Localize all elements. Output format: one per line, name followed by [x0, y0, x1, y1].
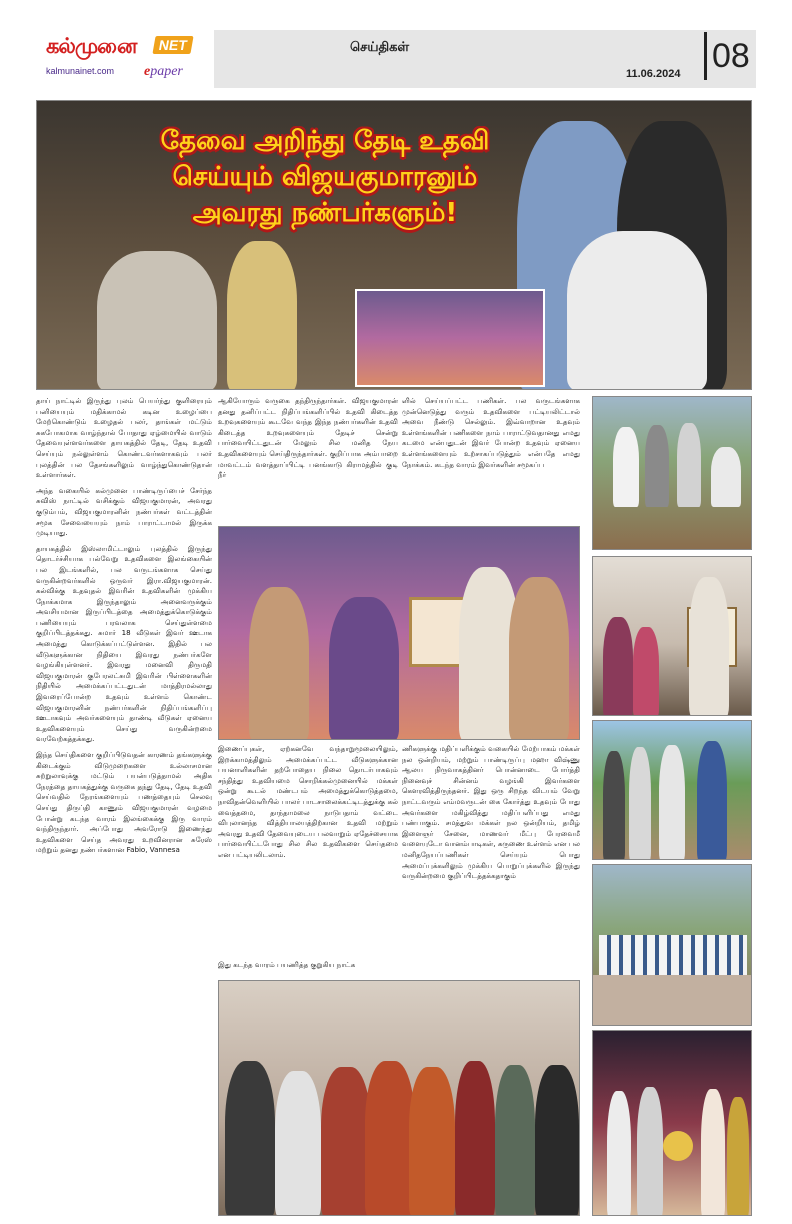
article-paragraph: இணைப்புகள், ஏற்கனவே வந்தாறுமூலையிலும், இறக்காமத்திலும் அமைக்கப்பட்ட வீடுகளுக்கான பயனாளிகளின் தற்போதைய நிலை தொடர்பாகவும் சந்தித்து உதவியமை சொறிக்கல்முனையில் மக்கள் ஒன்று கூடல் மண்டபம் அமைத்துக்கொடுத்தமை, நாவிதன்வெளியில் பாலர் பாடசாலைக்கட்டிடத்துக்கு கல் வைத்தமை, தாந்தாமலை நாடுபதாம் வட்டை விபுலானந்த வித்தியாலயத்திற்கான உதவி மற்றும் அவரது உதவி தேவையுடைய பலவாறும் ஏதேச்சையாக பார்வையிட்டபோது சில சில உதவிகளை செய்தமை என பட்டியலிடலாம்.: [218, 744, 398, 859]
logo-net-badge: NET: [152, 36, 193, 54]
photo-person: [495, 1065, 535, 1216]
photo-person: [637, 1087, 663, 1216]
article-paragraph: இந்த செய்திகளை குறிப்பிடுவதன் காரணம் தங்களுக்கு கிடைக்கும் விடுமுறைகளை உல்லாசமான சுற்றுலாவுக்கு மட்டும் பயன்படுத்தாமல் அதிக நேரத்தை தாயகத்துக்கு வருகை தந்து தேடி, தேடி உதவி செய்வதில் நேரங்களையும் பணத்தையும் செலவு செய்து திருப்தி காணும் விஜயகுமாரன் வழமை போன்று கடந்த வாரம் இலங்கைக்கு இரு வாரம் வந்திருந்தார். அப்போது அவரோடு இணைந்து உதவிகளை செய்த அவரது உறவினரான சுரேஸ் மற்றும் தனது நண்பர்களான Fabio, Vannesa: [36, 750, 212, 855]
issue-date: 11.06.2024: [626, 68, 681, 80]
headline-line-1: தேவை அறிந்து தேடி உதவி: [160, 126, 490, 156]
article-paragraph: ணிகளுக்கு மதிப்பளிக்கும் வகையில் மேற்பாகம் மக்கள் நல ஒன்றியம், மற்றும் பாண்டிருப்பு மஹா விஷ்ணு ஆலய நிருவாகத்தினர் பொன்னாடை போர்த்தி நினைவுச் சின்னம் வழங்கி இவர்களை கௌரவித்திருந்தனர். இது ஒரு சிறந்த விடயம் வேறு நாட்டவரும் எம்மவருடன் கை கோர்த்து உதவும் போது அவர்களை மகிழ்வித்து மதிப்பளிப்பது எமது பண்பாகும். சமத்துவ மக்கள் நல ஒன்றியம், தமிழ் இளைஞர் சேனை, மாணவர் மீட்பு பேரவைமீ வளையுடோ வானம்பாடிகள், கருணை உள்ளம் என பல மனிதநேயப்பணிகள் செய்யும் பொது அமைப்புக்களிலும் முக்கிய பொறுப்புக்களில் இருந்து வருகின்றமை குறிப்பிடத்தக்கதாகும்: [402, 744, 580, 881]
ground: [593, 975, 752, 1026]
right-photo-certificate: [592, 556, 752, 716]
photo-person: [409, 1067, 455, 1216]
photo-person: [321, 1067, 371, 1216]
photo-person: [629, 747, 651, 860]
photo-person: [645, 425, 669, 507]
article-column-2-bottom: [218, 960, 398, 978]
group-photo-trophies: [218, 980, 580, 1216]
photo-person: [275, 1071, 321, 1216]
photo-person: [697, 741, 727, 860]
hero-person-left: [97, 251, 217, 390]
logo-epaper: [144, 64, 183, 80]
photo-person: [603, 617, 633, 716]
article-column-3-top: [402, 396, 580, 520]
article-paragraph: தாய் நாட்டில் இருந்து புலம் பெயர்ந்து குளிரையும் பனியையும் மதிக்காமல் கடின உழைப்பை மேற்கொண்டும் உழைதல் பலர், தாங்கள் மட்டும் சுகபோகமாக வாழ்ந்தால் போதாது ஏழ்மையில் வாடும் தேவையுள்ளவர்களை தாயகத்தில் தேடி, தேடி உதவி செய்யும் நல்லுள்ளம் கொண்டவர்களாகவும் பலர் புலத்தின் பல தேசங்களிலும் வாழ்ந்துகொண்டுதான் உள்ளார்கள்.: [36, 396, 212, 480]
photo-person: [633, 627, 659, 716]
article-column-1: [36, 396, 212, 1216]
hero-person-white: [567, 231, 707, 390]
photo-person: [455, 1061, 495, 1216]
kalmunainet-logo[interactable]: [36, 28, 212, 90]
right-photo-school-children: [592, 864, 752, 1026]
photo-person: [701, 1089, 725, 1216]
article-paragraph: ஆகியோரும் வருகை தந்திருந்தார்கள். விஜயகுமாரன் தனது தனிப்பட்ட நிதிப்பங்களிப்பில் உதவி கிடைத்த உறவுகளையும் கூடவே வந்த இந்த நண்பர்களின் உதவி கிடைத்த உறவுகளையும் தேடிச் சென்று பார்வையிட்டதுடன் மேலும் சில மனித நேய உதவிகளையும் செய்திருந்தார்கள். குறிப்பாக அம்பாறை மாவட்டம் வளத்தாப்பிட்டி பனங்காடு கிராமத்தில் குடி நீர்: [218, 396, 398, 480]
photo-person: [659, 745, 685, 860]
headline-line-3: அவரது நண்பர்களும்!: [192, 198, 458, 228]
hero-inset-photo: [355, 289, 545, 387]
photo-person: [249, 587, 309, 740]
photo-person: [607, 1091, 631, 1216]
photo-person: [689, 577, 729, 716]
logo-epaper-e: e: [144, 64, 151, 79]
photo-person: [727, 1097, 749, 1216]
right-photo-garland: [592, 720, 752, 860]
photo-person: [329, 597, 399, 740]
school-children-row: [599, 935, 747, 975]
header-bar: [214, 30, 756, 88]
logo-title: கல்முனை: [46, 34, 137, 58]
article-column-2-mid: [218, 744, 398, 964]
photo-person: [225, 1061, 275, 1216]
photo-person: [509, 577, 569, 740]
section-title: செய்திகள்: [350, 40, 410, 55]
hero-person-dress: [227, 241, 297, 390]
logo-site-url: kalmunainet.com: [46, 66, 115, 76]
headline-line-2: செய்யும் விஜயகுமாரனும்: [172, 162, 478, 192]
right-photo-stage-event: [592, 1030, 752, 1216]
hero-photo: [36, 100, 752, 390]
article-paragraph: அந்த வகையில் கல்முனை பாண்டிருப்பைச் சேர்ந்த சுவிஸ் நாட்டில் வசிக்கும் விஜயகுமாரன், அவரது குடும்பம், விஜயகுமாரனின் நண்பர்கள் வட்டத்தின் சமூக சேவையையும் நாம் பாராட்டாமல் இருக்க முடியாது.: [36, 485, 212, 538]
photo-person: [677, 423, 701, 507]
photo-person: [535, 1065, 579, 1216]
photo-person: [613, 427, 639, 507]
page-header: [36, 28, 756, 90]
page-number: 08: [704, 32, 750, 80]
right-photo-site-visit: [592, 396, 752, 550]
article-paragraph: ளில் செய்யப்பட்ட பணிகள். பல வருடங்களாக முன்னெடுத்து வரும் உதவிகளை பட்டியலிட்டால் அவை நீண்டு செல்லும். இவ்வாறான உதவும் உள்ளங்களின் பணிகளை நாம் பாராட்டுவதானது எமது கடமை என்பதுடன் இவர் போன்ற உதவும் ஏனைய உள்ளங்களையும் உற்சாகப்படுத்தும் என்பதே எமது நோக்கம். கடந்த வாரம் இவர்களின் சமூகப்ப: [402, 396, 580, 469]
photo-person: [711, 447, 741, 507]
photo-person: [603, 751, 625, 860]
headline: [115, 123, 535, 231]
emblem-20: [663, 1131, 693, 1161]
temple-ceremony-photo: [218, 526, 580, 740]
article-paragraph: இது கடந்த வாரம் பயணித்த குறுகிய நாட்க: [218, 960, 356, 969]
article-paragraph: தாயகத்தில் இஸ்லாமிட்டாலும் புலத்தில் இருந்து தொடர்ச்சியாக பல்வேறு உதவிகளை இலங்கையின் பல இடங்களில், பல வருடங்களாக செய்து வருகின்றவர்களில் ஒருவர் இரா.விஜயகுமாரன். கல்விக்கு உதவுதல் இவரின் உதவிகளின் முக்கிய நோக்கமாக இருந்தாலும் அனைவருக்கும் அவசியமான இருப்பிடத்தை அமைத்துக்கொடுக்கும் பணியையும் பரவலாக செய்துள்ளமை குறிப்பிடத்தக்கது. சுமார் 18 வீடுகள் இவர் ஊடாக அமைத்து கொடுக்கப்பட்டுள்ளன. இதில் பல வீடுகளுக்கான நிதியை இவரது நண்பர்களே வழங்கியுள்ளனர். இவரது மனைவி திருமதி விஜயகுமாரன் குபேரலட்சுமி இவரின் பிள்ளைகளின் நிதியில் அமைக்கப்பட்டதுடன் மாத்திரமல்லாது இவரைப்போன்ற உதவும் உள்ளம் கொண்ட விஜயகுமாரனின் நண்பர்களின் நிதிப்பங்களிப்பு ஊடாகவும் அவர்களையும் தாண்டி வீடுகள் ஏனைய உதவிகளையும் செய்து வருகின்றமை வரவேற்கத்தக்கது.: [36, 543, 212, 744]
logo-epaper-text: paper: [150, 64, 183, 79]
article-column-2-top: [218, 396, 398, 520]
article-column-3-mid: [402, 744, 580, 964]
photo-person: [365, 1061, 415, 1216]
